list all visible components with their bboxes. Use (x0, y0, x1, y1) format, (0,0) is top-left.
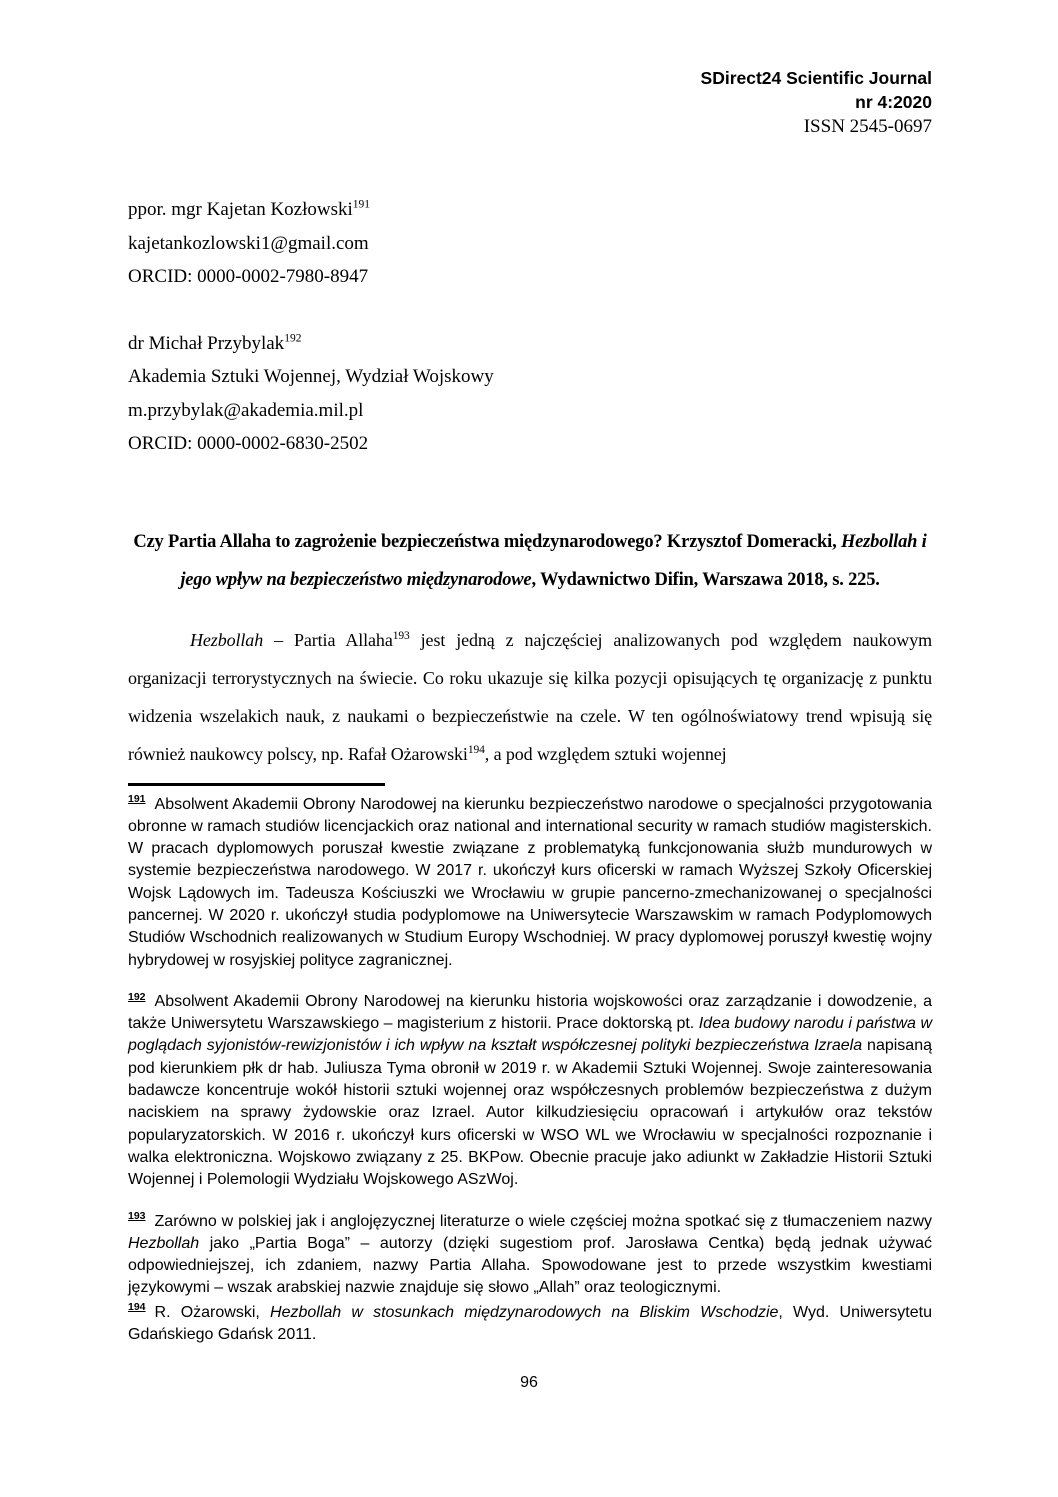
author-2-affiliation: Akademia Sztuki Wojennej, Wydział Wojskowy (128, 366, 494, 387)
footnote-separator (128, 783, 385, 786)
journal-issue: nr 4:2020 (855, 92, 932, 112)
author-2-name: dr Michał Przybylak (128, 332, 285, 354)
footnote-number: 192 (128, 990, 146, 1003)
author-2-email: m.przybylak@akademia.mil.pl (128, 399, 364, 421)
footnote-number: 193 (128, 1210, 146, 1223)
author-block-2 (128, 327, 932, 461)
footnote-192: $^{192}$ Absolwent Akademii Obrony Narodowej na kierunku historia wojskowości oraz zarządzanie i dowodzenie, a także Uniwersytetu Warszawskiego – magisterium z historii. Prace doktorską pt. Idea budowy narodu i państwa w poglądach syjonistów-rewizjonistów i ich wpływ na kształt współczesnej polityki bezpieczeństwa Izraela napisaną pod kierunkiem płk dr hab. Juliusza Tyma obronił w 2019 r. w Akademii Sztuki Wojennej. Swoje zainteresowania badawcze koncentruje wokół historii sztuki wojennej oraz współczesnych problemów bezpieczeństwa z dużym naciskiem na sprawy żydowskie oraz Izrael. Autor kilkudziesięciu opracowań i artykułów oraz tekstów popularyzatorskich. W 2016 r. ukończył kurs oficerski w WSO WL we Wrocławiu w specjalności rozpoznanie i walka elektroniczna. Wojskowo związany z 25. BKPow. Obecnie pracuje jako adiunkt w Zakładzie Historii Sztuki Wojennej i Polemologii Wydziału Wojskowego ASzWoj. (128, 990, 933, 1189)
author-1-footnote-ref: 191 (352, 198, 371, 211)
footnote-194: $^{194}$ R. Ożarowski, Hezbollah w stosunkach międzynarodowych na Bliskim Wschodzie, Wyd. Uniwersytetu Gdańskiego Gdańsk 2011. (128, 1301, 932, 1344)
article-title: Czy Partia Allaha to zagrożenie bezpieczeństwa międzynarodowego? Krzysztof Domeracki, Hezbollah i jego wpływ na bezpieczeństwo międzynarodowe, Wydawnictwo Difin, Warszawa 2018, s. 225. (133, 531, 927, 590)
body-paragraph: Hezbollah – Partia Allaha$^{193}$ jest jedną z najczęściej analizowanych pod względem naukowym organizacji terrorystycznych na świecie. Co roku ukazuje się kilka pozycji opisujących tę organizację z punktu widzenia wszelakich nauk, z naukami o bezpieczeństwie na czele. W ten ogólnoświatowy trend wpisują się również naukowcy polscy, np. Rafał Ożarowski$^{194}$, a pod względem sztuki wojennej (128, 629, 932, 764)
author-1-orcid: ORCID: 0000-0002-7980-8947 (128, 266, 369, 287)
author-2-footnote-ref: 192 (284, 332, 302, 345)
footnote-number: 194 (128, 1301, 146, 1314)
author-2-name-line (128, 327, 932, 361)
author-2-orcid: ORCID: 0000-0002-6830-2502 (128, 433, 369, 454)
footnote-number: 191 (128, 793, 146, 806)
author-1-name-line (128, 193, 932, 227)
footnote-191: $^{191}$ Absolwent Akademii Obrony Narodowej na kierunku bezpieczeństwo narodowe o specjalności przygotowania obronne w ramach studiów licencjackich oraz national and international security w ramach studiów magisterskich. W pracach dyplomowych poruszał kwestie związane z problematyką funkcjonowania służb mundurowych w systemie bezpieczeństwa narodowego. W 2017 r. ukończył kurs oficerski w ramach Wyższej Szkoły Oficerskiej Wojsk Lądowych im. Tadeusza Kościuszki we Wrocławiu w grupie pancerno-zmechanizowanej o specjalności pancernej. W 2020 r. ukończył studia podyplomowe na Uniwersytecie Warszawskim w ramach Podyplomowych Studiów Wschodnich realizowanych w Studium Europy Wschodniej. W pracy dyplomowej poruszył kwestię wojny hybrydowej w rosyjskiej polityce zagranicznej. (128, 793, 932, 969)
page-number: 96 (520, 1374, 538, 1391)
author-block-1 (128, 193, 932, 294)
author-1-name: ppor. mgr Kajetan Kozłowski (128, 199, 353, 220)
footnotes (128, 794, 932, 1347)
journal-name: SDirect24 Scientific Journal (700, 68, 932, 88)
journal-header (128, 66, 932, 139)
footnote-193: $^{193}$ Zarówno w polskiej jak i anglojęzycznej literaturze o wiele częściej można spotkać się z tłumaczeniem nazwy Hezbollah jako „Partia Boga” – autorzy (dzięki sugestiom prof. Jarosława Centka) będą jednak używać odpowiedniejszej, ich zdaniem, nazwy Partia Allaha. Spowodowane jest to przede wszystkim kwestiami językowymi – wszak arabskiej nazwie znajduje się słowo „Allah” oraz teologicznymi. (128, 1210, 932, 1297)
journal-issn: ISSN 2545-0697 (803, 116, 932, 137)
author-1-email: kajetankozlowski1@gmail.com (128, 232, 369, 254)
